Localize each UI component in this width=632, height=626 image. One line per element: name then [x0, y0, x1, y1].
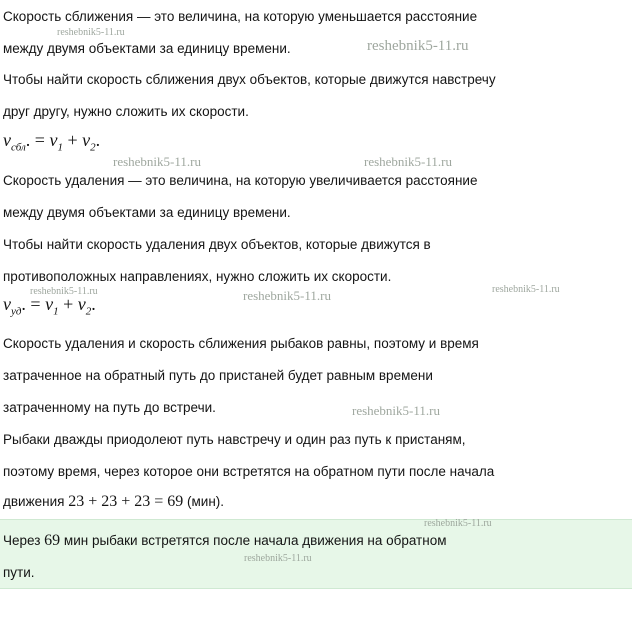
answer-prefix: Через	[3, 533, 45, 548]
watermark: reshebnik5-11.ru	[243, 288, 331, 303]
watermark: reshebnik5-11.ru	[492, 284, 560, 295]
formula-separation-speed: $v_{уд}$. = $v_1 + v_2$.	[3, 294, 96, 318]
paragraph-line: между двумя объектами за единицу времени.	[3, 41, 291, 56]
answer-line-2: пути.	[3, 565, 35, 580]
paragraph-line: затраченное на обратный путь до пристаней будет равным времени	[3, 368, 433, 383]
answer-highlight-box	[0, 519, 632, 589]
formula-subscript: уд	[11, 305, 22, 318]
inline-math-suffix: (мин).	[183, 494, 225, 509]
paragraph-line: между двумя объектами за единицу времени.	[3, 205, 291, 220]
inline-math-prefix: движения	[3, 494, 69, 509]
paragraph-line: Скорость сближения — это величина, на которую уменьшается расстояние	[3, 9, 478, 24]
paragraph-line: друг другу, нужно сложить их скорости.	[3, 104, 249, 119]
paragraph-line: Рыбаки дважды приодолеют путь навстречу и один раз путь к пристаням,	[3, 432, 466, 447]
paragraph-line: Чтобы найти скорость удаления двух объектов, которые движутся в	[3, 237, 431, 252]
formula-variable: v	[3, 130, 11, 150]
paragraph-line: Скорость удаления — это величина, на которую увеличивается расстояние	[3, 173, 478, 188]
inline-math-expression: 23 + 23 + 23 = 69	[68, 493, 184, 510]
formula-approach-speed: $v_{сбл}$. = $v_1 + v_2$.	[3, 130, 101, 154]
formula-subscript: сбл	[11, 141, 26, 154]
inline-math-line	[3, 494, 224, 509]
watermark: reshebnik5-11.ru	[113, 154, 201, 169]
watermark: reshebnik5-11.ru	[352, 403, 440, 418]
watermark: reshebnik5-11.ru	[30, 286, 98, 297]
watermark: reshebnik5-11.ru	[424, 518, 492, 529]
watermark: reshebnik5-11.ru	[367, 38, 469, 54]
answer-line-1	[3, 532, 446, 550]
paragraph-line: противоположных направлениях, нужно сложить их скорости.	[3, 269, 392, 284]
watermark: reshebnik5-11.ru	[57, 27, 125, 38]
paragraph-line: Скорость удаления и скорость сближения рыбаков равны, поэтому и время	[3, 336, 479, 351]
paragraph-line: поэтому время, через которое они встретятся на обратном пути после начала	[3, 464, 495, 479]
answer-rest: мин рыбаки встретятся после начала движения на обратном	[60, 533, 447, 548]
watermark: reshebnik5-11.ru	[244, 553, 312, 564]
answer-number: 69	[44, 532, 61, 549]
paragraph-line: Чтобы найти скорость сближения двух объектов, которые движутся навстречу	[3, 72, 496, 87]
paragraph-line: затраченному на путь до встречи.	[3, 400, 216, 415]
formula-variable: v	[3, 294, 11, 314]
watermark: reshebnik5-11.ru	[364, 154, 452, 169]
